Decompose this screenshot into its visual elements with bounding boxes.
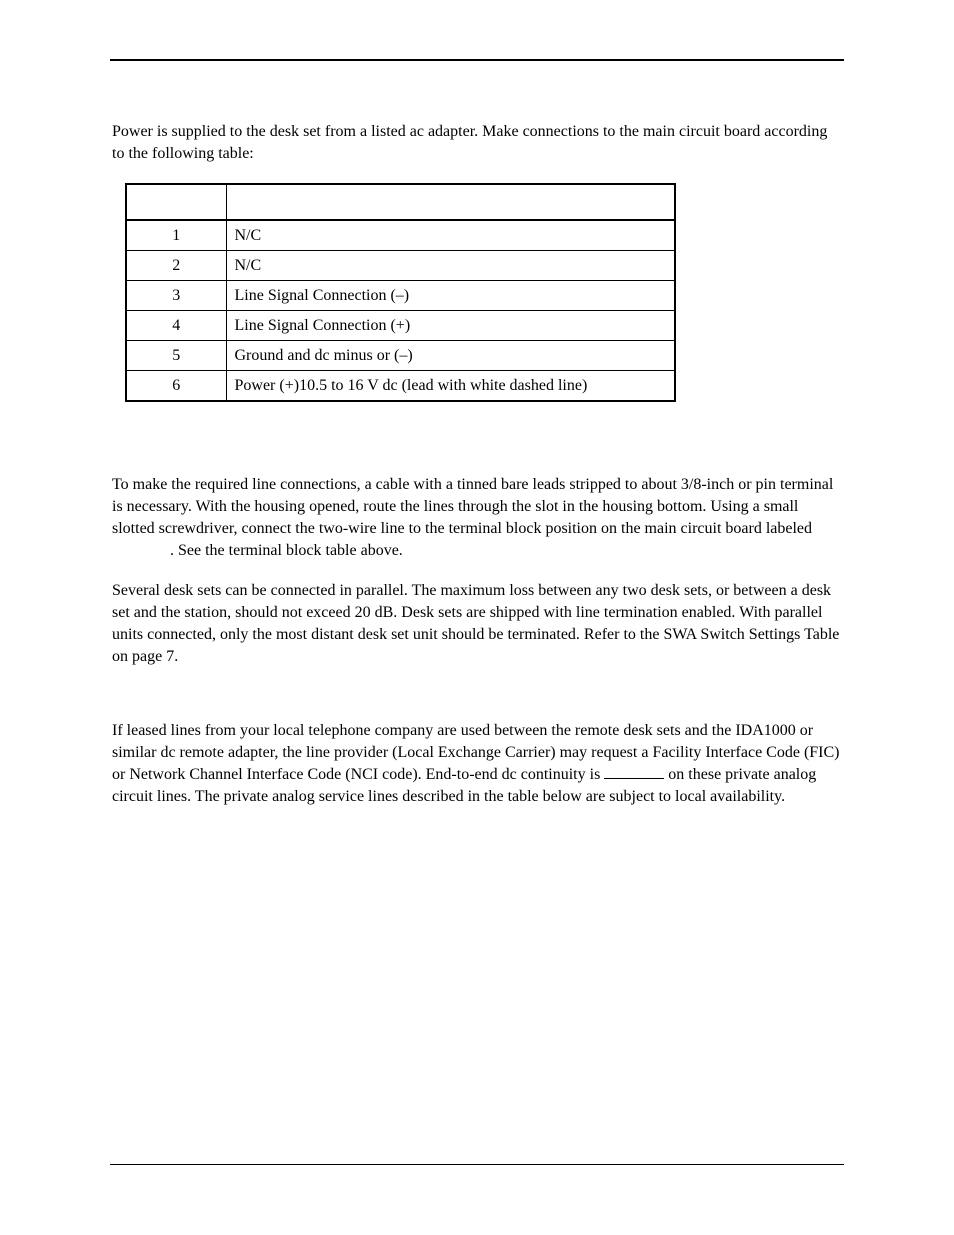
line-connections-text-1: To make the required line connections, a cable with a tinned bare leads stripped to about 3/8-inch or pin terminal is necessary. With the housing opened, route the lines through the slot in the housing bottom. Using a small slotted screwdriver, connect the two-wire line to the terminal block position on the main circuit board labeled <box>112 476 834 537</box>
line-connections-text-2: . See the terminal block table above. <box>170 542 403 559</box>
table-row <box>126 220 675 251</box>
underlined-blank <box>604 764 664 779</box>
table-cell-connection: Line Signal Connection (+) <box>226 311 675 341</box>
table-cell-position: 5 <box>126 341 226 371</box>
leased-lines-text-1: If leased lines from your local telephone company are used between the remote desk sets and the IDA1000 or similar dc remote adapter, the line provider (Local Exchange Carrier) may request a Facility Interface Code (FIC) or Network Channel Interface Code (NCI code). End-to-end dc continuity is <box>112 722 840 783</box>
table-cell-connection: Ground and dc minus or (–) <box>226 341 675 371</box>
leased-lines-paragraph <box>112 720 842 808</box>
table-cell-connection: Line Signal Connection (–) <box>226 281 675 311</box>
table-cell-connection: N/C <box>226 251 675 281</box>
header-rule <box>110 59 844 61</box>
footer-rule <box>110 1164 844 1165</box>
table-row <box>126 281 675 311</box>
table-cell-position: 2 <box>126 251 226 281</box>
table-header-position <box>126 184 226 220</box>
table-cell-connection: N/C <box>226 220 675 251</box>
table-cell-position: 6 <box>126 371 226 402</box>
leased-lines-text-2: on these private analog circuit lines. The private analog service lines described in the table below are subject to local availability. <box>112 766 817 805</box>
table-row <box>126 341 675 371</box>
table-cell-position: 1 <box>126 220 226 251</box>
table-cell-connection: Power (+)10.5 to 16 V dc (lead with white dashed line) <box>226 371 675 402</box>
table-row <box>126 371 675 402</box>
line-connections-paragraph <box>112 474 842 562</box>
terminal-block-table <box>125 183 676 402</box>
table-cell-position: 4 <box>126 311 226 341</box>
table-row <box>126 251 675 281</box>
table-cell-position: 3 <box>126 281 226 311</box>
table-header-connection <box>226 184 675 220</box>
power-paragraph: Power is supplied to the desk set from a listed ac adapter. Make connections to the main circuit board according to the following table: <box>112 123 828 162</box>
table-row <box>126 311 675 341</box>
parallel-paragraph: Several desk sets can be connected in parallel. The maximum loss between any two desk sets, or between a desk set and the station, should not exceed 20 dB. Desk sets are shipped with line termination enabled. With parallel units connected, only the most distant desk set unit should be terminated. Refer to the SWA Switch Settings Table on page 7. <box>112 582 840 665</box>
table-header-row <box>126 184 675 220</box>
